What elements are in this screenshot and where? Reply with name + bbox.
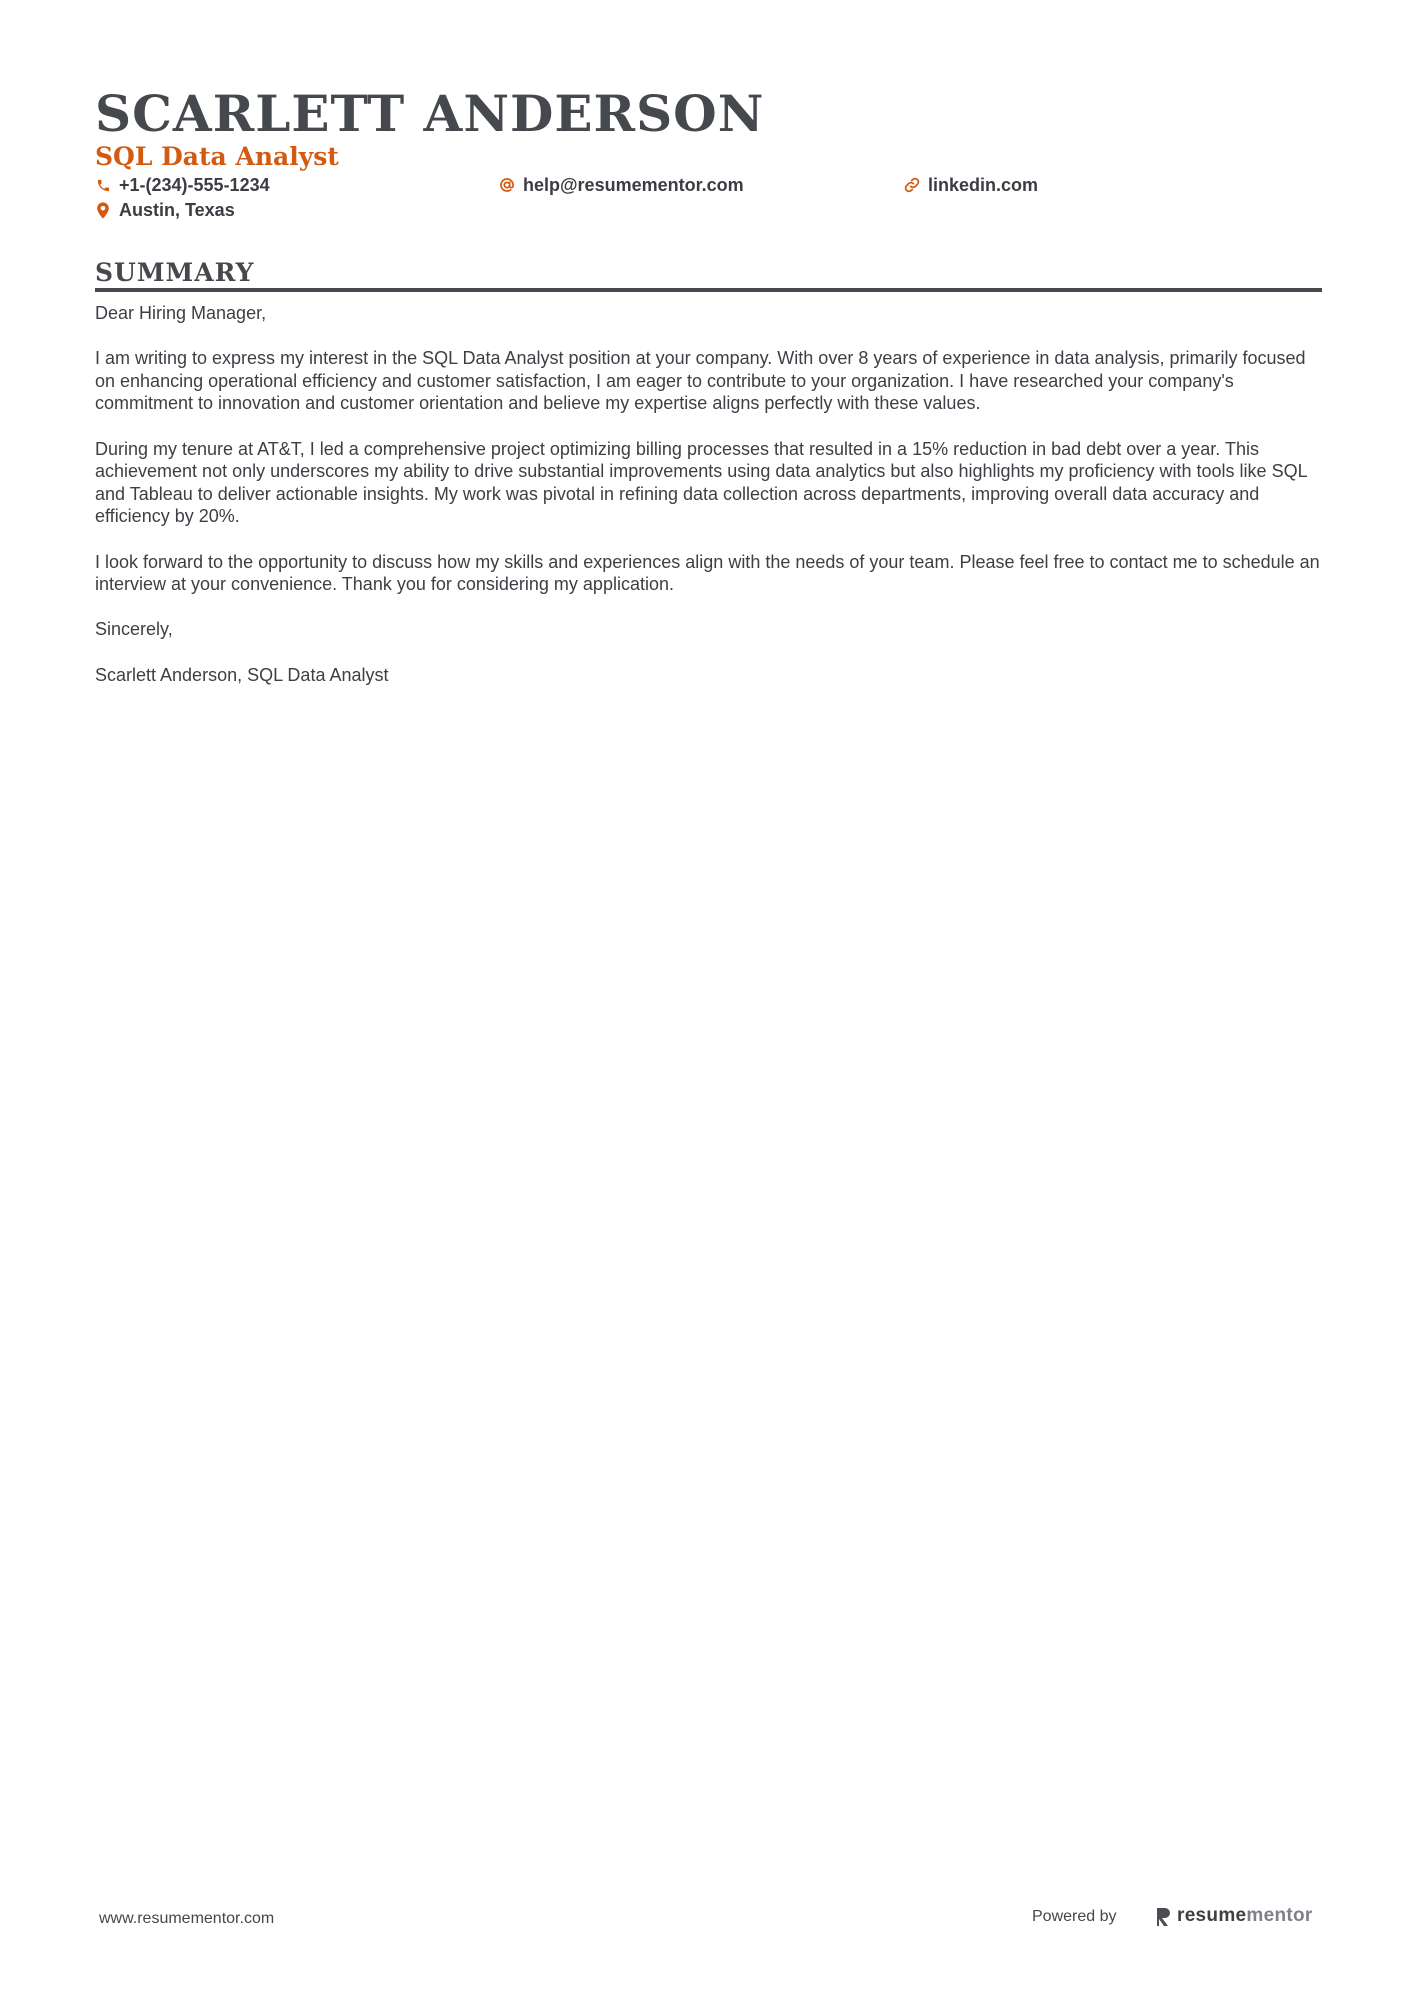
- brand-name-part2: mentor: [1246, 1905, 1313, 1926]
- brand-name-part1: resume: [1177, 1905, 1247, 1926]
- section-heading-summary: SUMMARY: [95, 258, 255, 287]
- at-sign-icon: [499, 176, 515, 194]
- link-icon: [904, 176, 920, 194]
- powered-by-label: Powered by: [1032, 1908, 1117, 1925]
- paragraph-1: I am writing to express my interest in the SQL Data Analyst position at your company. With over 8 years of experience in data analysis, primarily focused on enhancing operational efficiency and customer satisfaction, I am eager to contribute to your organization. I have researched your company's commitment to innovation and customer orientation and believe my expertise aligns perfectly with these values.: [95, 348, 1306, 414]
- footer-url[interactable]: www.resumementor.com: [99, 1910, 275, 1927]
- location-text: Austin, Texas: [119, 199, 235, 220]
- email-text: help@resumementor.com: [523, 174, 744, 195]
- brand-logo[interactable]: [1155, 1903, 1313, 1929]
- paragraph-3: I look forward to the opportunity to discuss how my skills and experiences align with the needs of your team. Please feel free to contact me to schedule an interview at your convenience. Thank you for considering my application.: [95, 551, 1320, 595]
- cover-letter-body: [95, 302, 1322, 709]
- section-divider: [95, 288, 1322, 292]
- greeting: Dear Hiring Manager,: [95, 303, 267, 323]
- location-pin-icon: [95, 201, 111, 219]
- link-text: linkedin.com: [928, 174, 1039, 195]
- candidate-name: SCARLETT ANDERSON: [95, 84, 765, 143]
- brand-name: [1177, 1905, 1313, 1927]
- contact-link: [904, 173, 1038, 197]
- paragraph-2: During my tenure at AT&T, I led a comprehensive project optimizing billing processes that resulted in a 15% reduction in bad debt over a year. This achievement not only underscores my ability to drive substantial improvements using data analytics but also highlights my proficiency with tools like SQL and Tableau to deliver actionable insights. My work was pivotal in refining data collection across departments, improving overall data accuracy and efficiency by 20%.: [95, 438, 1307, 527]
- signature: Scarlett Anderson, SQL Data Analyst: [95, 664, 389, 685]
- closing: Sincerely,: [95, 619, 173, 640]
- contact-phone: [95, 173, 270, 197]
- contact-location: [95, 198, 235, 222]
- contact-email: [499, 173, 744, 197]
- job-title: SQL Data Analyst: [95, 142, 339, 171]
- resumementor-logo-icon: [1155, 1906, 1171, 1926]
- phone-icon: [95, 176, 111, 194]
- phone-text: +1-(234)-555-1234: [119, 174, 270, 195]
